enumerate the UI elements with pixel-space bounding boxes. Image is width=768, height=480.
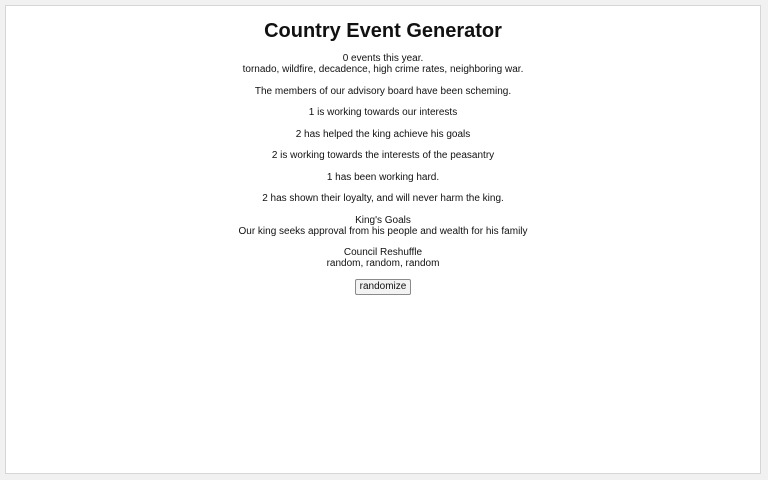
kings-goals-heading: King's Goals: [355, 214, 411, 226]
main-content: [6, 6, 760, 295]
randomize-button[interactable]: randomize: [355, 279, 412, 295]
events-count: 0 events this year.: [342, 53, 424, 64]
advisor-report-3: 2 is working towards the interests of the peasantry: [271, 150, 495, 161]
advisory-status: The members of our advisory board have been scheming.: [254, 85, 512, 97]
advisor-report-5: 2 has shown their loyalty, and will never harm the king.: [262, 193, 504, 204]
advisor-report-1: 1 is working towards our interests: [308, 107, 458, 118]
kings-goals-text: Our king seeks approval from his people and wealth for his family: [238, 225, 528, 237]
council-reshuffle-text: random, random, random: [326, 258, 440, 269]
council-reshuffle-heading: Council Reshuffle: [343, 247, 423, 258]
events-list: tornado, wildfire, decadence, high crime rates, neighboring war.: [242, 64, 524, 75]
advisor-report-4: 1 has been working hard.: [326, 171, 440, 183]
page-title: Country Event Generator: [264, 20, 502, 42]
page-frame: [5, 5, 761, 474]
advisor-report-2: 2 has helped the king achieve his goals: [295, 128, 471, 140]
